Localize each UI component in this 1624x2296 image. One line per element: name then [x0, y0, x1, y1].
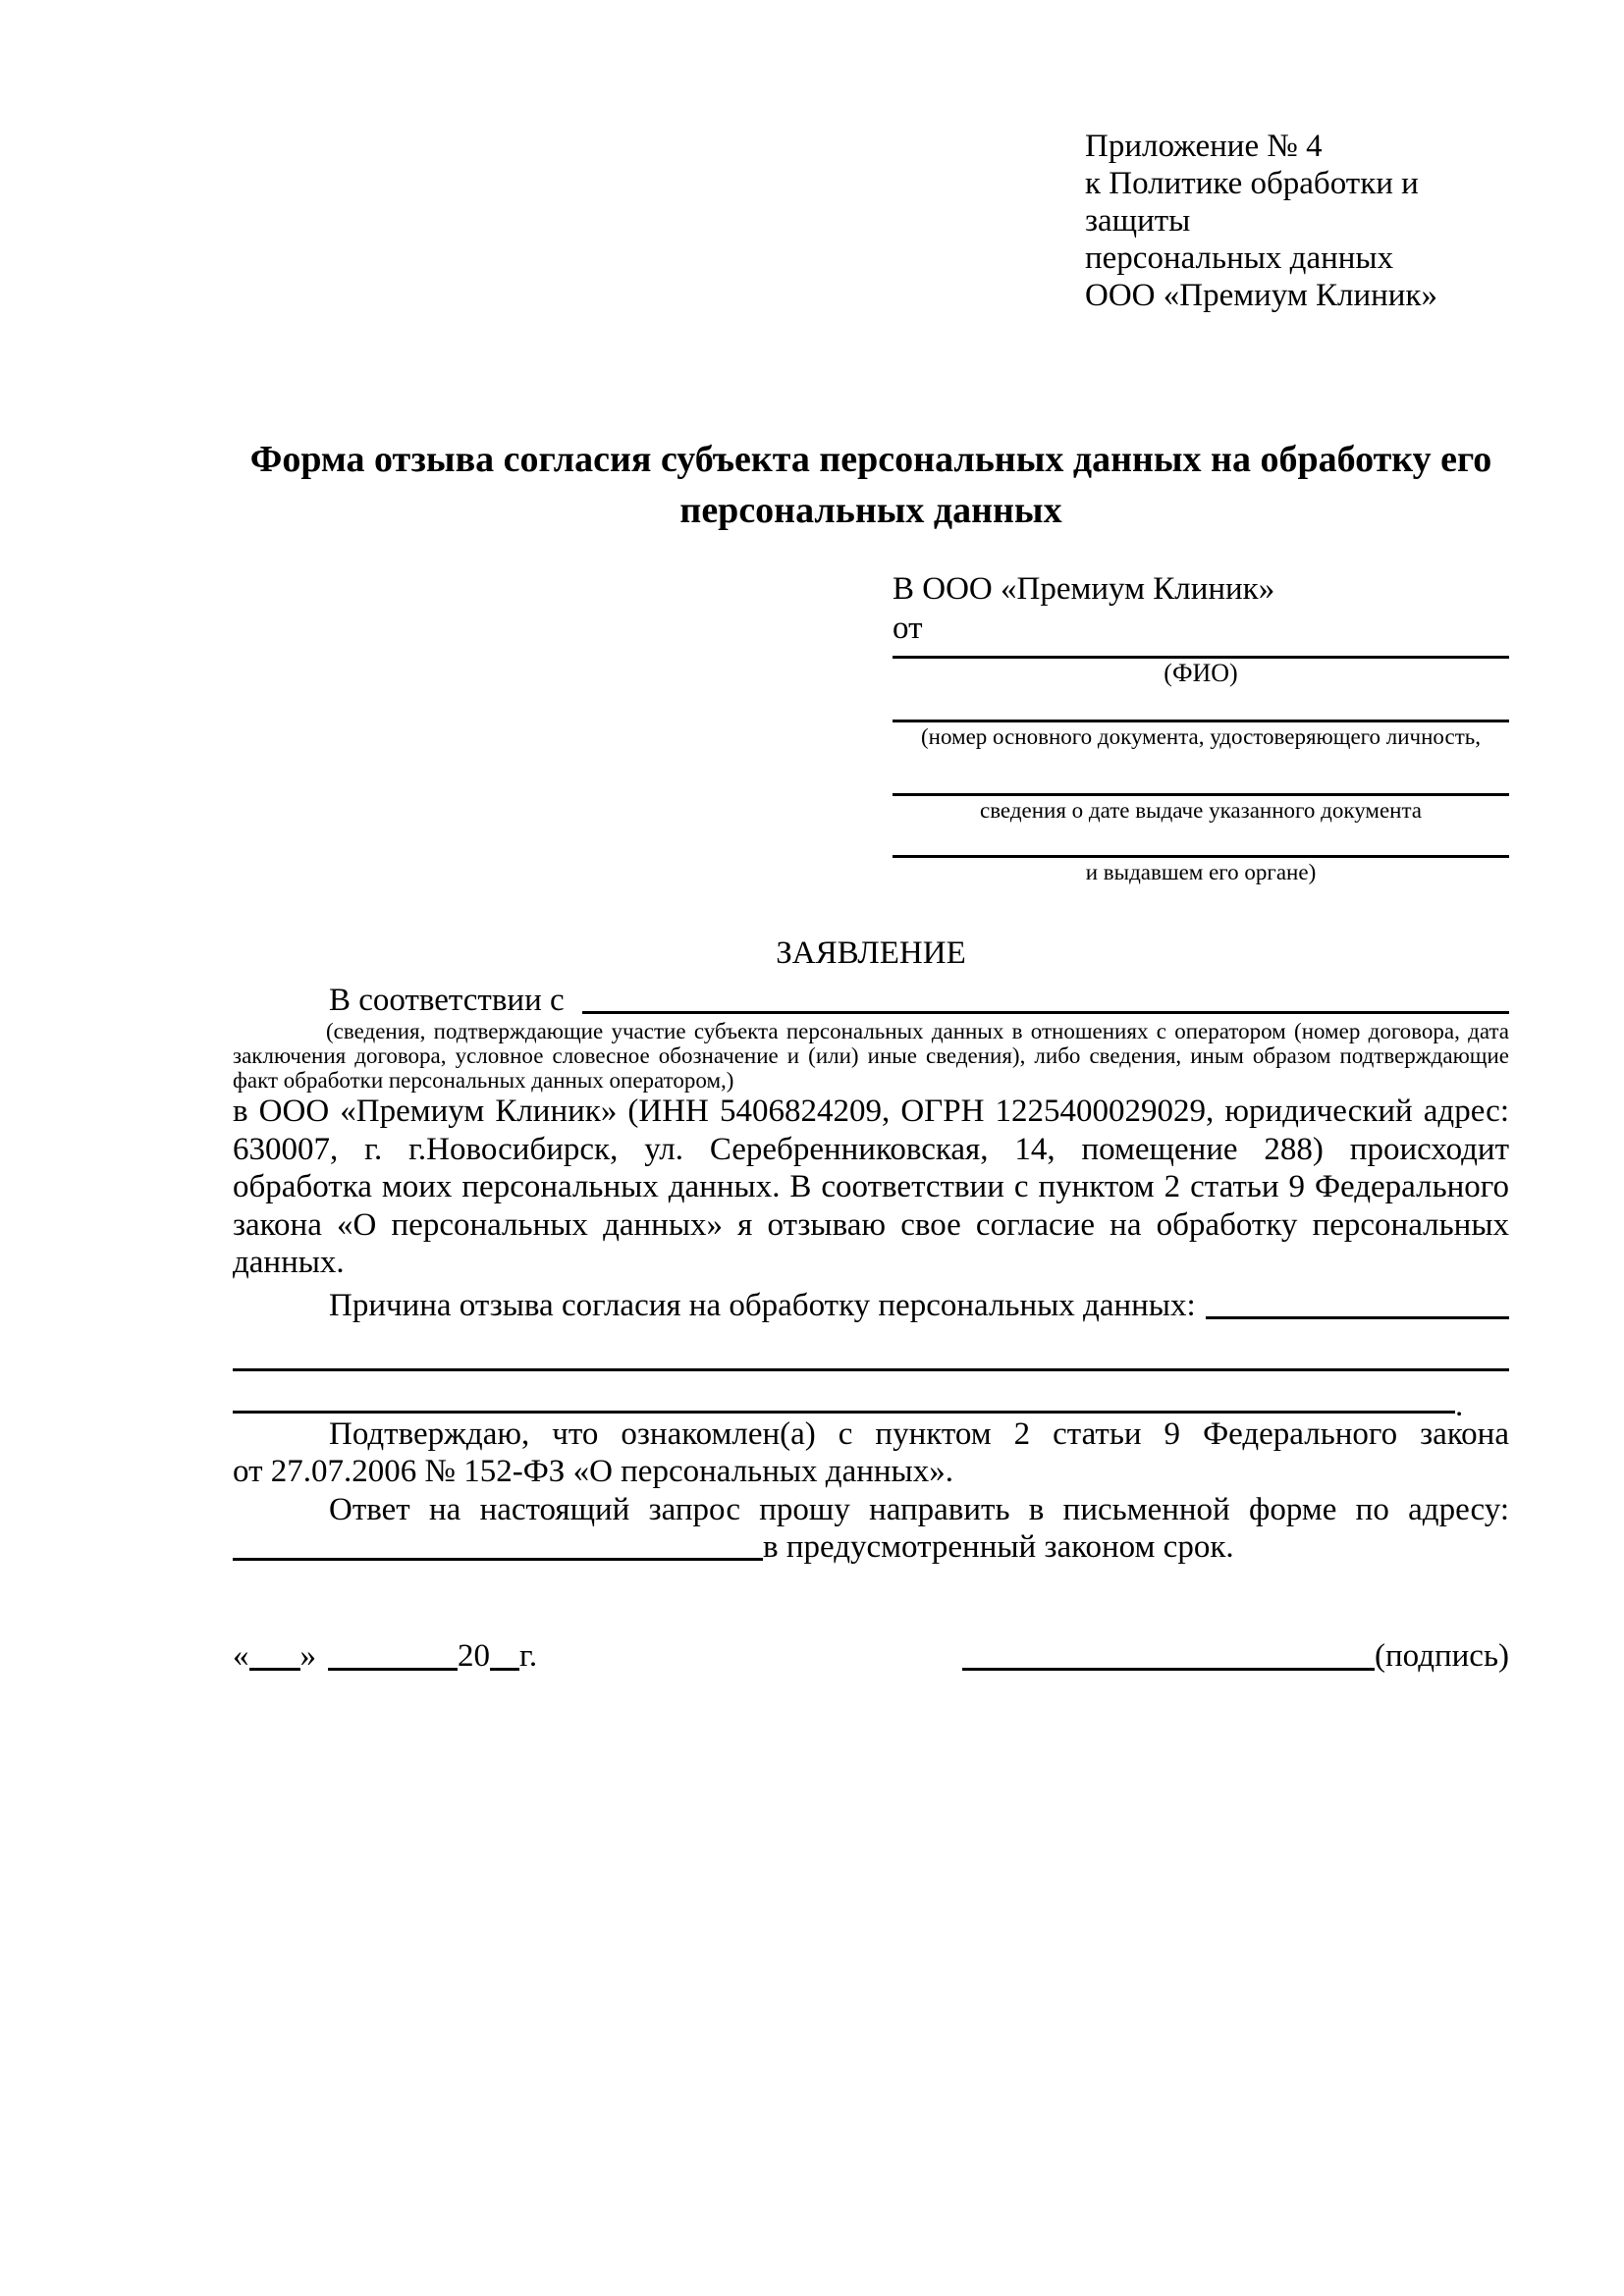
form-title: Форма отзыва согласия субъекта персональных данных на обработку его персональных данных [249, 439, 1492, 531]
statement-heading: ЗАЯВЛЕНИЕ [776, 935, 966, 971]
statement-body: в ООО «Премиум Клиник» (ИНН 5406824209, ОГРН 1225400029029, юридический адрес: 630007, г. г.Новосибирск, ул. Серебренниковская, 14, помещение 288) происходит обработка моих персональных данных. В соответствии с пунктом 2 статьи 9 Федерального закона «О персональных данных» я отзываю свое согласие на обработку персональных данных. [233, 1094, 1509, 1280]
date-line [233, 1636, 537, 1676]
date-year-prefix: 20 [458, 1638, 490, 1674]
intro-fill-line [582, 982, 1509, 1014]
date-close-quote: » [299, 1638, 316, 1674]
reply-request-paragraph: Ответ на настоящий запрос прошу направить в письменной форме по адресу: [329, 1491, 1509, 1527]
fio-caption: (ФИО) [1164, 659, 1238, 687]
issue-date-field [893, 793, 1509, 826]
date-day-fill-line [249, 1668, 300, 1671]
fine-print-note: (сведения, подтверждающие участие субъекта персональных данных в отношениях с оператором (номер договора, дата заключения договора, условное словесное обозначение и (или) иные сведения), либо сведения, иным образом подтверждающие факт обработки персональных данных оператором,) [233, 1019, 1509, 1093]
reason-line [233, 1287, 1509, 1324]
document-number-caption: (номер основного документа, удостоверяющего личность, [920, 724, 1481, 749]
reason-blank-line-2 [233, 1387, 1509, 1423]
reason-fill-line [1206, 1287, 1509, 1319]
reason-prefix: Причина отзыва согласия на обработку персональных данных: [329, 1287, 1196, 1323]
intro-prefix: В соответствии с [329, 983, 565, 1018]
addressee-to: В ООО «Премиум Клиник» [893, 571, 1275, 607]
reply-address-line [233, 1528, 1509, 1566]
reply-address-fill-line [233, 1558, 763, 1561]
date-year-fill-line [490, 1668, 519, 1671]
appendix-line-3: персональных данных [1085, 240, 1394, 276]
addressee-from-label: от [893, 611, 923, 646]
intro-line [233, 982, 1509, 1019]
issue-date-caption: сведения о дате выдаче указанного документа [979, 798, 1423, 823]
confirmation-paragraph: Подтверждаю, что ознакомлен(а) с пунктом 2 статьи 9 Федерального закона от 27.07.2006 № 152-ФЗ «О персональных данных». [233, 1415, 1509, 1489]
fio-field [893, 656, 1509, 688]
appendix-line-2: к Политике обработки и защиты [1085, 166, 1419, 239]
appendix-line-4: ООО «Премиум Клиник» [1085, 278, 1437, 313]
signature-line [962, 1636, 1509, 1676]
appendix-line-1: Приложение № 4 [1085, 129, 1323, 164]
footer-row [233, 1636, 1509, 1676]
reply-suffix: в предусмотренный законом срок. [763, 1529, 1234, 1565]
date-month-fill-line [328, 1668, 458, 1671]
reason-blank-line-1 [233, 1368, 1509, 1371]
signature-caption: (подпись) [1375, 1638, 1509, 1674]
date-open-quote: « [233, 1638, 249, 1674]
appendix-block [1085, 128, 1509, 314]
issuing-authority-field [893, 855, 1509, 887]
reason-blank-line-2-rule [233, 1411, 1455, 1414]
addressee-block [893, 569, 1509, 887]
reason-blank-terminator: . [1455, 1387, 1464, 1423]
signature-fill-line [962, 1668, 1375, 1671]
issuing-authority-caption: и выдавшем его органе) [1085, 860, 1317, 884]
document-number-field [893, 720, 1509, 752]
date-year-suffix: г. [519, 1638, 538, 1674]
